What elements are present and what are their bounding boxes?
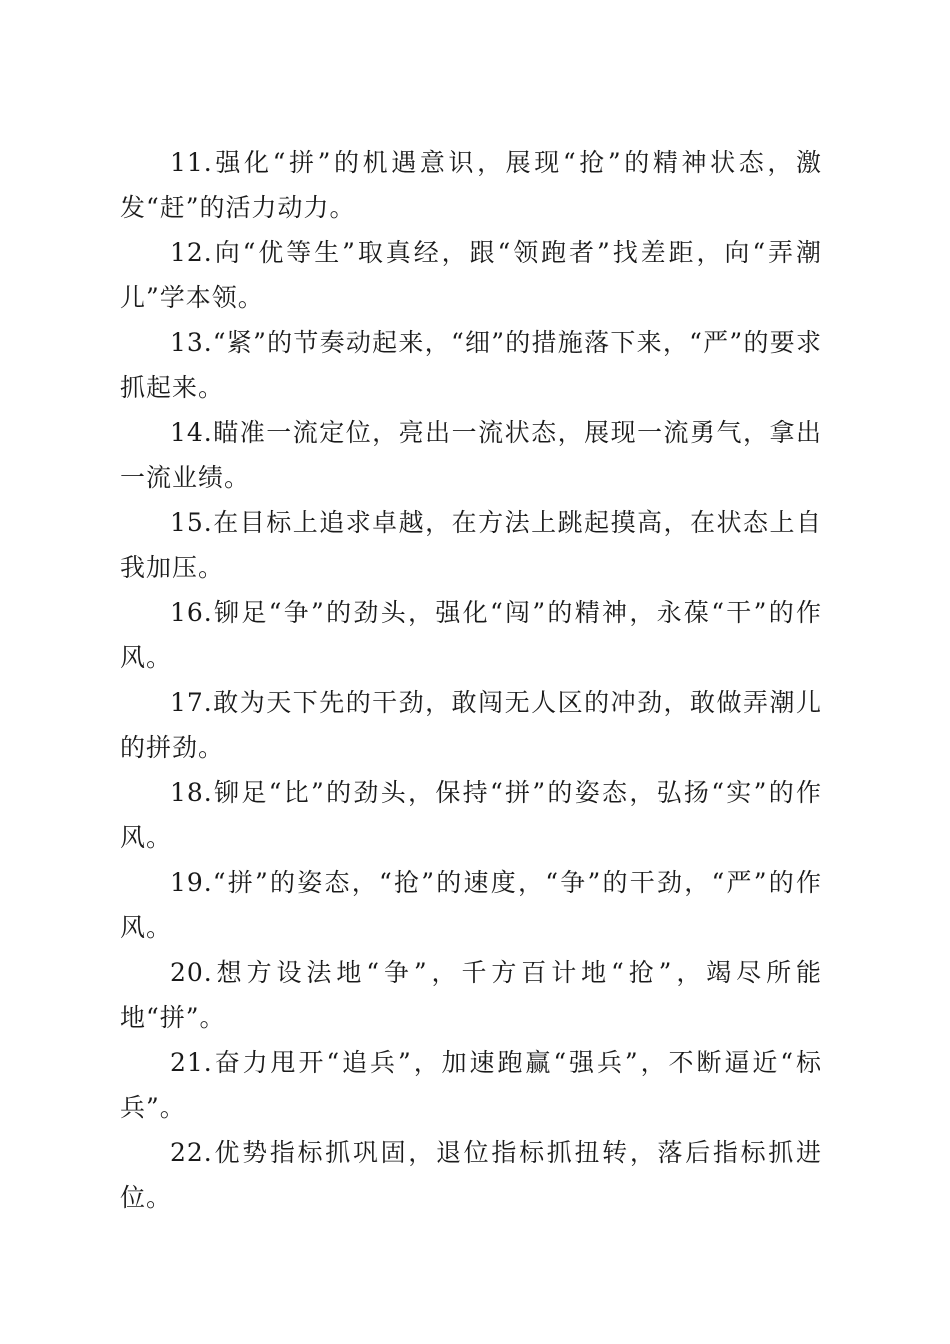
list-item: 19.“拼”的姿态，“抢”的速度，“争”的干劲，“严”的作风。 (120, 868, 822, 942)
list-item: 20.想方设法地“争”，千方百计地“抢”，竭尽所能地“拼”。 (120, 958, 822, 1032)
list-item: 14.瞄准一流定位，亮出一流状态，展现一流勇气，拿出一流业绩。 (120, 418, 822, 492)
list-item: 17.敢为天下先的干劲，敢闯无人区的冲劲，敢做弄潮儿的拼劲。 (120, 688, 822, 762)
list-item: 21.奋力甩开“追兵”，加速跑赢“强兵”，不断逼近“标兵”。 (120, 1048, 822, 1122)
list-item: 12.向“优等生”取真经，跟“领跑者”找差距，向“弄潮儿”学本领。 (120, 238, 822, 312)
list-item: 18.铆足“比”的劲头，保持“拼”的姿态，弘扬“实”的作风。 (120, 778, 822, 852)
list-item: 16.铆足“争”的劲头，强化“闯”的精神，永葆“干”的作风。 (120, 598, 822, 672)
document-body (120, 140, 822, 1220)
list-item: 13.“紧”的节奏动起来，“细”的措施落下来，“严”的要求抓起来。 (120, 328, 822, 402)
list-item: 11.强化“拼”的机遇意识，展现“抢”的精神状态，激发“赶”的活力动力。 (120, 148, 822, 222)
list-item: 15.在目标上追求卓越，在方法上跳起摸高，在状态上自我加压。 (120, 508, 822, 582)
list-item: 22.优势指标抓巩固，退位指标抓扭转，落后指标抓进位。 (120, 1138, 822, 1212)
